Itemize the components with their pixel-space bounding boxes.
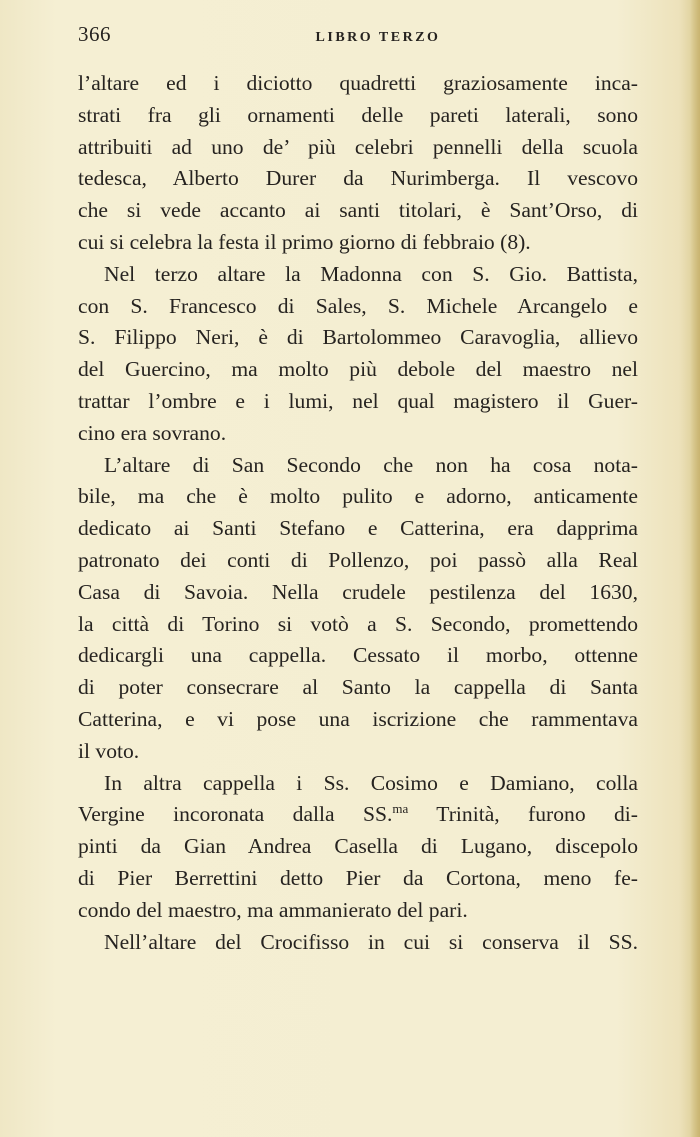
text-line-part: Vergine incoronata dalla SS. — [78, 802, 393, 827]
text-line: strati fra gli ornamenti delle pareti laterali, sono — [78, 102, 638, 127]
text-line: la città di Torino si votò a S. Secondo, promettendo — [78, 611, 638, 636]
text-line: cino era sovrano. — [78, 420, 227, 445]
text-line: il voto. — [78, 738, 140, 763]
text-line: Nell’altare del Crocifisso in cui si conserva il SS. — [104, 929, 638, 954]
text-line: dedicargli una cappella. Cessato il morbo, ottenne — [78, 643, 638, 668]
text-line: Casa di Savoia. Nella crudele pestilenza del 1630, — [78, 579, 638, 604]
text-line: bile, ma che è molto pulito e adorno, anticamente — [78, 484, 638, 509]
text-line: cui si celebra la festa il primo giorno di febbraio (8). — [78, 229, 531, 254]
text-line: Nel terzo altare la Madonna con S. Gio. Battista, — [104, 261, 638, 286]
text-line: L’altare di San Secondo che non ha cosa nota- — [104, 452, 638, 477]
text-line: pinti da Gian Andrea Casella di Lugano, discepolo — [78, 834, 638, 859]
text-line: Catterina, e vi pose una iscrizione che rammentava — [78, 706, 638, 731]
superscript-abbrev: ma — [392, 801, 409, 817]
text-line: l’altare ed i diciotto quadretti graziosamente inca- — [78, 71, 638, 95]
text-line: trattar l’ombre e i lumi, nel qual magistero il Guer- — [78, 388, 638, 413]
text-line: attribuiti ad uno de’ più celebri pennelli della scuola — [78, 134, 638, 159]
text-line-part: Trinità, furono di- — [408, 802, 638, 827]
page-number: 366 — [78, 22, 111, 46]
text-line: tedesca, Alberto Durer da Nurimberga. Il vescovo — [78, 166, 638, 191]
text-line: condo del maestro, ma ammanierato del pari. — [78, 897, 468, 922]
text-line: con S. Francesco di Sales, S. Michele Arcangelo e — [78, 293, 638, 318]
body-text — [78, 68, 638, 958]
text-line: di Pier Berrettini detto Pier da Cortona, meno fe- — [78, 865, 638, 890]
text-line: del Guercino, ma molto più debole del maestro nel — [78, 357, 638, 382]
text-line: che si vede accanto ai santi titolari, è Sant’Orso, di — [78, 198, 638, 223]
text-line: patronato dei conti di Pollenzo, poi passò alla Real — [78, 547, 638, 572]
text-line — [78, 799, 638, 831]
page-header — [78, 22, 638, 52]
text-line: dedicato ai Santi Stefano e Catterina, era dapprima — [78, 516, 638, 541]
text-line: S. Filippo Neri, è di Bartolommeo Caravoglia, allievo — [78, 325, 638, 350]
page-edge — [690, 0, 700, 1137]
text-line: di poter consecrare al Santo la cappella di Santa — [78, 675, 638, 700]
running-head: LIBRO TERZO — [315, 30, 441, 45]
text-line: In altra cappella i Ss. Cosimo e Damiano, colla — [104, 770, 638, 795]
